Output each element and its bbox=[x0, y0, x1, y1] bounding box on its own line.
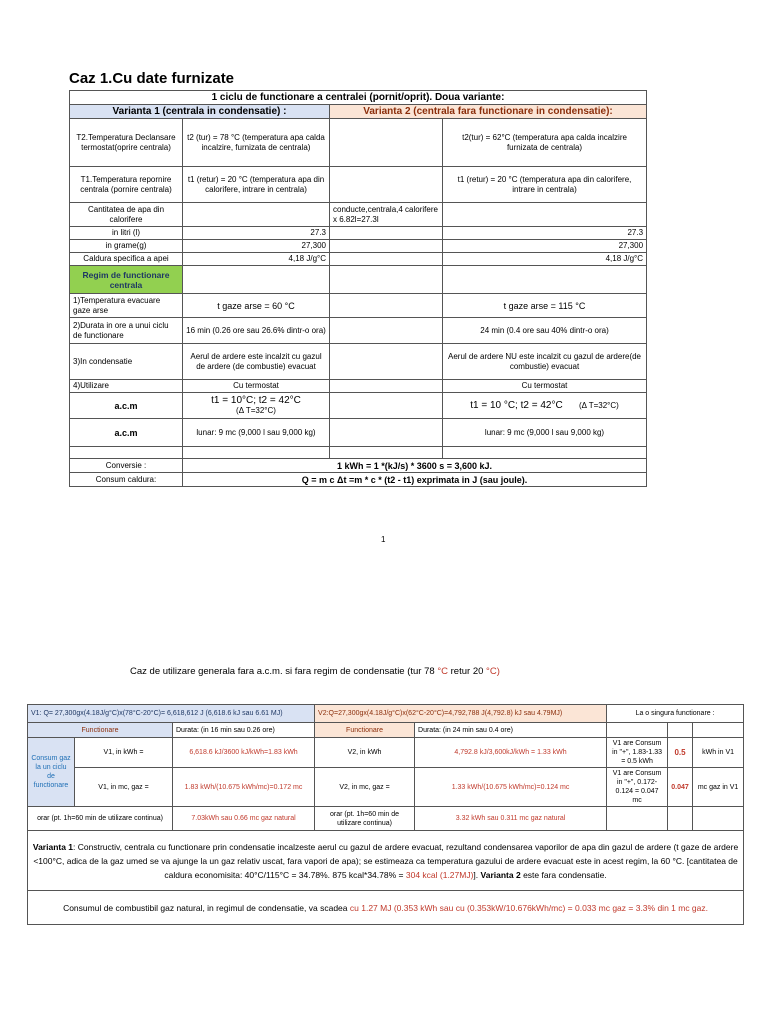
cell-v1: Cu termostat bbox=[183, 380, 330, 393]
cell-v2: t1 (retur) = 20 °C (temperatura apa din calorifere, intrare in centrala) bbox=[443, 167, 647, 203]
cell-v2: Aerul de ardere NU este incalzit cu gazul de ardere(de combustie) evacuat bbox=[443, 344, 647, 380]
row-label: 1)Temperatura evacuare gaze arse bbox=[70, 294, 183, 318]
acm-delta-v1: (Δ T=32°C) bbox=[236, 406, 276, 415]
note-variant-2: Varianta 2 bbox=[480, 869, 521, 880]
cell-v2: 4,18 J/g°C bbox=[443, 253, 647, 266]
row-label: a.c.m bbox=[70, 419, 183, 447]
note-savings: cu 1.27 MJ (0.353 kWh sau cu (0.353kW/10.676kWh/mc) = 0.033 mc gaz = 3.3% din 1 mc gaz. bbox=[349, 902, 709, 913]
cell-v1: 27,300 bbox=[183, 240, 330, 253]
variant-note bbox=[28, 831, 744, 891]
note-saved-heat: 304 kcal (1.27MJ) bbox=[405, 869, 474, 880]
v1-function-label: Functionare bbox=[28, 723, 173, 738]
single-run-header: La o singura functionare : bbox=[607, 705, 744, 723]
v2-mc-value: 1.33 kWh/(10.675 kWh/mc)=0.124 mc bbox=[415, 768, 607, 807]
variant-1-header: Varianta 1 (centrala in condensatie) : bbox=[70, 105, 330, 119]
page-number: 1 bbox=[381, 535, 386, 544]
note-variant-1: Varianta 1 bbox=[32, 841, 74, 852]
row-label: 4)Utilizare bbox=[70, 380, 183, 393]
v2-kwh-value: 4,792.8 kJ/3,600kJ/kWh = 1.33 kWh bbox=[415, 738, 607, 768]
v1-extra-mc-text: V1 are Consum in "+", 0.172-0.124 = 0.047 mc bbox=[607, 768, 668, 807]
v2-function-label: Functionare bbox=[315, 723, 415, 738]
cell-v1: 27.3 bbox=[183, 227, 330, 240]
v2-kwh-label: V2, in kWh bbox=[315, 738, 415, 768]
consumption-note bbox=[28, 891, 744, 925]
v1-mc-value: 1.83 kWh/(10.675 kWh/mc)=0.172 mc bbox=[173, 768, 315, 807]
table-header: 1 ciclu de functionare a centralei (pornit/oprit). Doua variante: bbox=[70, 91, 647, 105]
row-label: Caldura specifica a apei bbox=[70, 253, 183, 266]
acm-delta-v2: (Δ T=32°C) bbox=[578, 400, 619, 410]
mc-unit-label: mc gaz in V1 bbox=[693, 768, 744, 807]
row-label: T2.Temperatura Declansare termostat(oprire centrala) bbox=[70, 119, 183, 167]
cell-v2 bbox=[443, 393, 647, 419]
v1-mc-label: V1, in mc, gaz = bbox=[75, 768, 173, 807]
cell-v2: t2(tur) = 62°C (temperatura apa calda incalzire furnizata de centrala) bbox=[443, 119, 647, 167]
consumption-table bbox=[27, 704, 744, 925]
cell-v1: 16 min (0.26 ore sau 26.6% dintr-o ora) bbox=[183, 318, 330, 344]
cell-mid: conducte,centrala,4 calorifere x 6.82l=27.3l bbox=[330, 203, 443, 227]
page-title: Caz 1.Cu date furnizate bbox=[69, 70, 235, 87]
regime-header: Regim de functionare centrala bbox=[70, 266, 183, 294]
v1-hourly-value: 7.03kWh sau 0.66 mc gaz natural bbox=[173, 807, 315, 831]
cell-v2: t gaze arse = 115 °C bbox=[443, 294, 647, 318]
row-label: 2)Durata in ore a unui ciclu de functionare bbox=[70, 318, 183, 344]
acm-temps-v1: t1 = 10°C; t2 = 42°C bbox=[211, 395, 301, 406]
v1-kwh-label: V1, in kWh = bbox=[75, 738, 173, 768]
conversion-formula: 1 kWh = 1 *(kJ/s) * 3600 s = 3,600 kJ. bbox=[183, 459, 647, 473]
cell-v1: 4,18 J/g°C bbox=[183, 253, 330, 266]
cell-v2: 27,300 bbox=[443, 240, 647, 253]
cell-v1: Aerul de ardere este incalzit cu gazul de ardere (de combustie) evacuat bbox=[183, 344, 330, 380]
note-text: este fara condensatie. bbox=[523, 869, 607, 880]
cell-v2: lunar: 9 mc (9,000 l sau 9,000 kg) bbox=[443, 419, 647, 447]
v1-extra-kwh-text: V1 are Consum in "+", 1.83-1.33 = 0.5 kWh bbox=[607, 738, 668, 768]
cell-v2: Cu termostat bbox=[443, 380, 647, 393]
kwh-unit-label: kWh in V1 bbox=[693, 738, 744, 768]
v2-hourly-label: orar (pt. 1h=60 min de utilizare continua) bbox=[315, 807, 415, 831]
row-label: 3)In condensatie bbox=[70, 344, 183, 380]
unit-celsius: °C bbox=[437, 666, 448, 677]
cell-v1 bbox=[183, 393, 330, 419]
note-text: ]. bbox=[473, 869, 479, 880]
v2-mc-label: V2, in mc, gaz = bbox=[315, 768, 415, 807]
row-label: T1.Temperatura repornire centrala (pornire centrala) bbox=[70, 167, 183, 203]
cell-v2: 24 min (0.4 ore sau 40% dintr-o ora) bbox=[443, 318, 647, 344]
variant-2-header: Varianta 2 (centrala fara functionare in condensatie): bbox=[330, 105, 647, 119]
v2-heat-header: V2:Q=27,300gx(4.18J/g°C)x(62°C-20°C)=4,792,788 J(4,792.8) kJ sau 4.79MJ) bbox=[315, 705, 607, 723]
v1-heat-header: V1: Q= 27,300gx(4.18J/g°C)x(78°C-20°C)= 6,618,612 J (6,618.6 kJ sau 6.61 MJ) bbox=[28, 705, 315, 723]
v1-hourly-label: orar (pt. 1h=60 min de utilizare continua) bbox=[28, 807, 173, 831]
section-title bbox=[130, 666, 500, 677]
v2-hourly-value: 3.32 kWh sau 0.311 mc gaz natural bbox=[415, 807, 607, 831]
v1-duration: Durata: (in 16 min sau 0.26 ore) bbox=[173, 723, 315, 738]
section-title-mid: retur 20 bbox=[450, 666, 484, 677]
v1-extra-mc-value: 0.047 bbox=[668, 768, 693, 807]
acm-temps-v2: t1 = 10 °C; t2 = 42°C bbox=[470, 399, 563, 411]
unit-celsius: °C) bbox=[486, 666, 500, 677]
v2-duration: Durata: (in 24 min sau 0.4 ore) bbox=[415, 723, 607, 738]
v1-extra-kwh-value: 0.5 bbox=[668, 738, 693, 768]
row-label: in litri (l) bbox=[70, 227, 183, 240]
row-label: Conversie : bbox=[70, 459, 183, 473]
section-title-text: Caz de utilizare generala fara a.c.m. si fara regim de condensatie (tur 78 bbox=[130, 666, 435, 677]
row-label: a.c.m bbox=[70, 393, 183, 419]
row-label: Cantitatea de apa din calorifere bbox=[70, 203, 183, 227]
note-text: Consumul de combustibil gaz natural, in regimul de condensatie, va scadea bbox=[63, 902, 348, 913]
scenario-table bbox=[69, 90, 647, 487]
row-label: in grame(g) bbox=[70, 240, 183, 253]
cell-v2: 27.3 bbox=[443, 227, 647, 240]
cell-v1: t gaze arse = 60 °C bbox=[183, 294, 330, 318]
consumption-label: Consum gaz la un ciclu de functionare bbox=[28, 738, 75, 807]
row-label: Consum caldura: bbox=[70, 473, 183, 487]
cell-v1: t1 (retur) = 20 °C (temperatura apa din calorifere, intrare in centrala) bbox=[183, 167, 330, 203]
note-text: : Constructiv, centrala cu functionare prin condensatie incalzeste aerul cu gazul de ardere evacuat, rezultand condensarea vaporilor de apa din gazul de ardere (t gaze de ardere <100°C, adica de la gaz umed se va ajunge la un gaz relativ uscat, fara vapori de apa); se estimeaza ca temperatura gazului de ardere evacuat este in acest regim, la 60 °C. [cantitatea de caldura economisita: 40°C/115°C = 34.78%. 875 kcal*34.78% = bbox=[33, 841, 739, 880]
v1-kwh-value: 6,618.6 kJ/3600 kJ/kWh=1.83 kWh bbox=[173, 738, 315, 768]
heat-formula: Q = m c Δt =m * c * (t2 - t1) exprimata in J (sau joule). bbox=[183, 473, 647, 487]
cell-v1: t2 (tur) = 78 °C (temperatura apa calda incalzire, furnizata de centrala) bbox=[183, 119, 330, 167]
cell-v1: lunar: 9 mc (9,000 l sau 9,000 kg) bbox=[183, 419, 330, 447]
